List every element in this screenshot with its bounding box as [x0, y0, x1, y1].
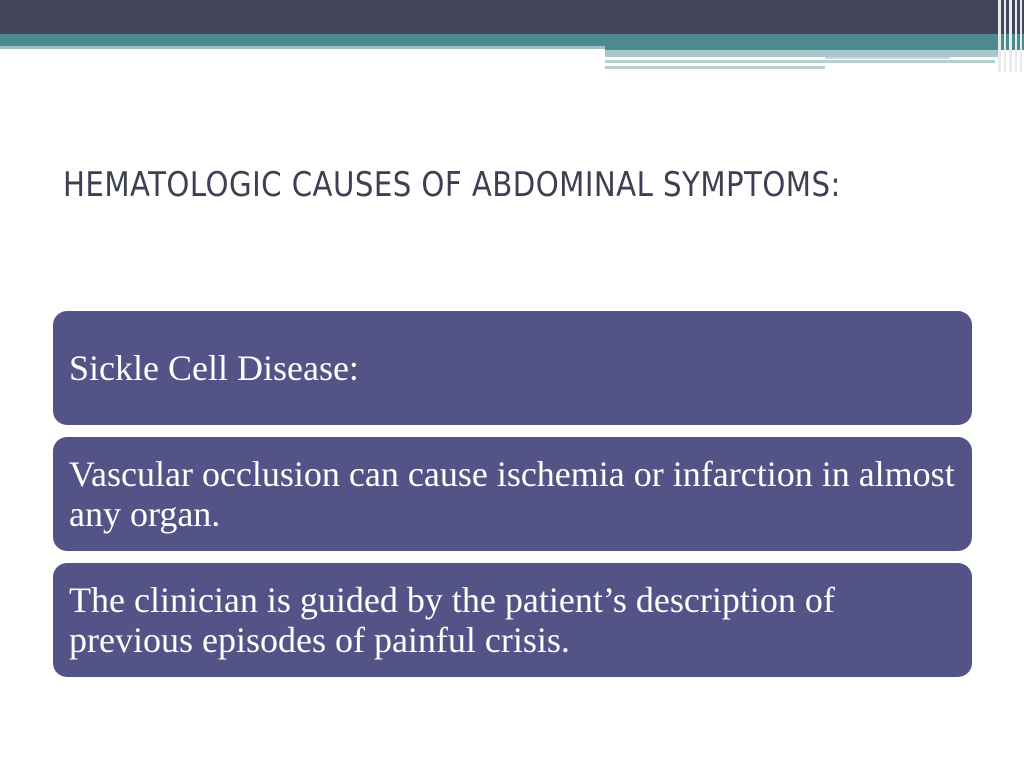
header-dark-bar: [0, 0, 1024, 34]
slide-title: HEMATOLOGIC CAUSES OF ABDOMINAL SYMPTOMS:: [63, 165, 841, 205]
header-thin-line-3: [825, 57, 950, 59]
header-thin-line-1: [605, 60, 995, 63]
content-box-1-text: Sickle Cell Disease:: [69, 348, 359, 388]
header-light-stripe: [0, 46, 605, 49]
header-right-lower-stripe: [605, 50, 1000, 57]
content-box-1: [53, 311, 972, 425]
header-teal-bar: [0, 34, 1024, 46]
header-thin-line-2: [605, 66, 825, 69]
header-vertical-lines: [994, 0, 1024, 72]
content-box-3-text: The clinician is guided by the patient’s description of previous episodes of painful crisis.: [69, 580, 835, 660]
content-box-2: [53, 437, 972, 551]
content-box-3: [53, 563, 972, 677]
content-box-2-text: Vascular occlusion can cause ischemia or infarction in almost any organ.: [69, 454, 955, 534]
